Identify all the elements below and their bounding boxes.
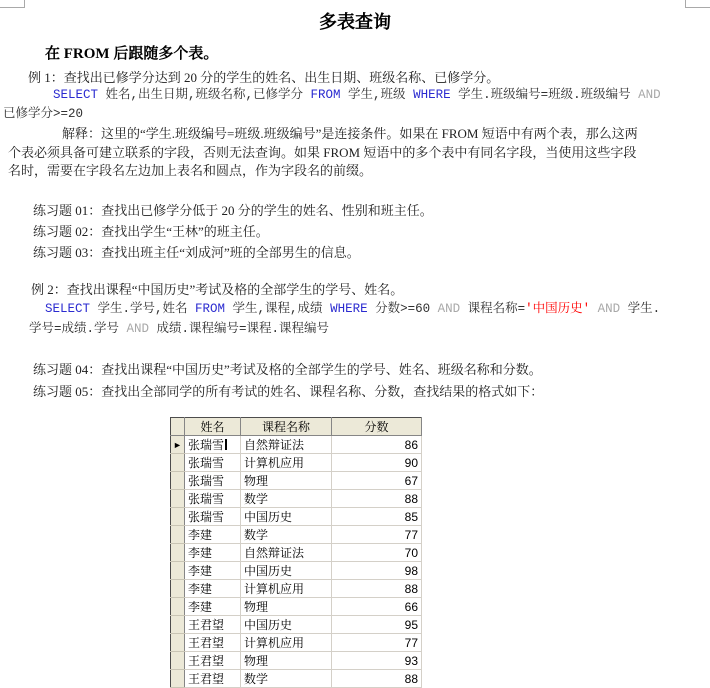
table-row — [171, 652, 422, 670]
name-cell: 王君望 — [185, 634, 241, 652]
table-row — [171, 616, 422, 634]
name-cell: 李建 — [185, 544, 241, 562]
row-selector — [171, 544, 185, 562]
score-cell: 85 — [332, 508, 422, 526]
score-cell: 67 — [332, 472, 422, 490]
score-cell: 88 — [332, 670, 422, 688]
course-cell: 数学 — [241, 490, 332, 508]
table-row — [171, 670, 422, 688]
example2-sql-line2 — [29, 321, 329, 338]
sql-token-id: 学生,课程,成绩 — [225, 302, 331, 316]
sql-token-kw: FROM — [195, 302, 226, 316]
row-selector — [171, 526, 185, 544]
sql-token-id: 成绩.课程编号=课程.课程编号 — [149, 322, 330, 336]
sql-token-kw: WHERE — [330, 302, 368, 316]
name-cell: 张瑞雪 — [185, 436, 241, 454]
score-cell: 93 — [332, 652, 422, 670]
row-selector — [171, 670, 185, 688]
course-cell: 物理 — [241, 652, 332, 670]
score-cell: 70 — [332, 544, 422, 562]
name-cell: 王君望 — [185, 652, 241, 670]
score-cell: 77 — [332, 634, 422, 652]
row-selector — [171, 562, 185, 580]
column-header-name: 姓名 — [185, 418, 241, 436]
table-row — [171, 490, 422, 508]
course-cell: 物理 — [241, 598, 332, 616]
course-cell: 中国历史 — [241, 508, 332, 526]
result-datasheet — [170, 417, 422, 688]
row-selector — [171, 454, 185, 472]
sql-token-id: 学生,班级 — [340, 88, 414, 102]
name-cell: 王君望 — [185, 670, 241, 688]
row-selector — [171, 598, 185, 616]
score-cell: 66 — [332, 598, 422, 616]
row-selector — [171, 652, 185, 670]
row-selector — [171, 490, 185, 508]
table-row — [171, 544, 422, 562]
score-cell: 95 — [332, 616, 422, 634]
sql-token-op: AND — [126, 322, 150, 336]
name-cell: 李建 — [185, 598, 241, 616]
table-row — [171, 508, 422, 526]
course-cell: 计算机应用 — [241, 634, 332, 652]
sql-token-kw: FROM — [310, 88, 341, 102]
sql-token-op: AND — [638, 88, 661, 102]
page-title: 多表查询 — [319, 12, 391, 32]
margin-crop-mark-right — [685, 0, 710, 8]
course-cell: 自然辩证法 — [241, 436, 332, 454]
table-row — [171, 562, 422, 580]
exercise-03: 练习题 03：查找出班主任“刘成河”班的全部男生的信息。 — [33, 245, 360, 260]
exercise-05: 练习题 05：查找出全部同学的所有考试的姓名、课程名称、分数，查找结果的格式如下： — [33, 384, 544, 399]
name-cell: 张瑞雪 — [185, 472, 241, 490]
score-cell: 77 — [332, 526, 422, 544]
margin-crop-mark-left — [0, 0, 25, 8]
row-selector — [171, 634, 185, 652]
name-cell: 张瑞雪 — [185, 454, 241, 472]
course-cell: 中国历史 — [241, 616, 332, 634]
table-row — [171, 526, 422, 544]
explanation-line-1: 解释：这里的“学生.班级编号=班级.班级编号”是连接条件。如果在 FROM 短语中有两个表，那么这两 — [62, 126, 638, 141]
column-header-score: 分数 — [332, 418, 422, 436]
score-cell: 88 — [332, 490, 422, 508]
name-cell: 李建 — [185, 562, 241, 580]
name-cell: 王君望 — [185, 616, 241, 634]
current-row-arrow-icon: ► — [173, 439, 182, 450]
row-selector — [171, 472, 185, 490]
row-selector — [171, 616, 185, 634]
column-header-course: 课程名称 — [241, 418, 332, 436]
sql-token-id: 课程名称= — [460, 302, 526, 316]
example2-sql-line1 — [45, 301, 660, 318]
course-cell: 中国历史 — [241, 562, 332, 580]
sql-token-kw: SELECT — [53, 88, 99, 102]
sql-token-kw: SELECT — [45, 302, 91, 316]
course-cell: 物理 — [241, 472, 332, 490]
sql-token-id: 姓名,出生日期,班级名称,已修学分 — [98, 88, 311, 102]
table-row — [171, 634, 422, 652]
course-cell: 计算机应用 — [241, 580, 332, 598]
sql-token-id: 学生. — [620, 302, 661, 316]
example1-sql-line1 — [53, 87, 661, 104]
table-row — [171, 580, 422, 598]
table-row — [171, 454, 422, 472]
sql-token-id: 学生.学号,姓名 — [90, 302, 196, 316]
sql-token-id: 学生.班级编号=班级.班级编号 — [450, 88, 639, 102]
row-selector — [171, 436, 185, 454]
sql-token-id — [590, 302, 598, 316]
table-row — [171, 472, 422, 490]
score-cell: 90 — [332, 454, 422, 472]
explanation-line-2: 个表必须具备可建立联系的字段，否则无法查询。如果 FROM 短语中的多个表中有同名字段，当使用这些字段 — [8, 145, 637, 160]
score-cell: 86 — [332, 436, 422, 454]
table-row — [171, 598, 422, 616]
exercise-04: 练习题 04：查找出课程“中国历史”考试及格的全部学生的学号、姓名、班级名称和分数。 — [33, 362, 542, 377]
table-row — [171, 436, 422, 454]
sql-token-id: 已修学分>=20 — [3, 107, 84, 121]
course-cell: 计算机应用 — [241, 454, 332, 472]
sql-token-op: AND — [597, 302, 621, 316]
score-cell: 98 — [332, 562, 422, 580]
sql-token-kw: WHERE — [413, 88, 451, 102]
text-cursor — [225, 439, 227, 450]
sql-token-id: 分数>=60 — [367, 302, 438, 316]
name-cell: 张瑞雪 — [185, 490, 241, 508]
example2-intro: 例 2：查找出课程“中国历史”考试及格的全部学生的学号、姓名。 — [31, 282, 404, 297]
sql-token-op: AND — [437, 302, 461, 316]
row-selector — [171, 580, 185, 598]
course-cell: 数学 — [241, 670, 332, 688]
explanation-line-3: 名时，需要在字段名左边加上表名和圆点，作为字段名的前缀。 — [8, 163, 373, 178]
name-cell: 李建 — [185, 526, 241, 544]
course-cell: 数学 — [241, 526, 332, 544]
row-selector — [171, 508, 185, 526]
name-cell: 李建 — [185, 580, 241, 598]
course-cell: 自然辩证法 — [241, 544, 332, 562]
score-cell: 88 — [332, 580, 422, 598]
name-cell: 张瑞雪 — [185, 508, 241, 526]
example1-intro: 例 1：查找出已修学分达到 20 分的学生的姓名、出生日期、班级名称、已修学分。 — [28, 70, 500, 85]
selector-column-header — [171, 418, 185, 436]
exercise-02: 练习题 02：查找出学生“王林”的班主任。 — [33, 224, 269, 239]
section-heading: 在 FROM 后跟随多个表。 — [45, 46, 219, 62]
datasheet-body — [171, 436, 422, 688]
exercise-01: 练习题 01：查找出已修学分低于 20 分的学生的姓名、性别和班主任。 — [33, 203, 433, 218]
example1-sql-line2 — [3, 106, 83, 123]
table-header-row — [171, 418, 422, 436]
sql-token-id: 学号=成绩.学号 — [29, 322, 127, 336]
sql-token-str: '中国历史' — [525, 302, 591, 316]
